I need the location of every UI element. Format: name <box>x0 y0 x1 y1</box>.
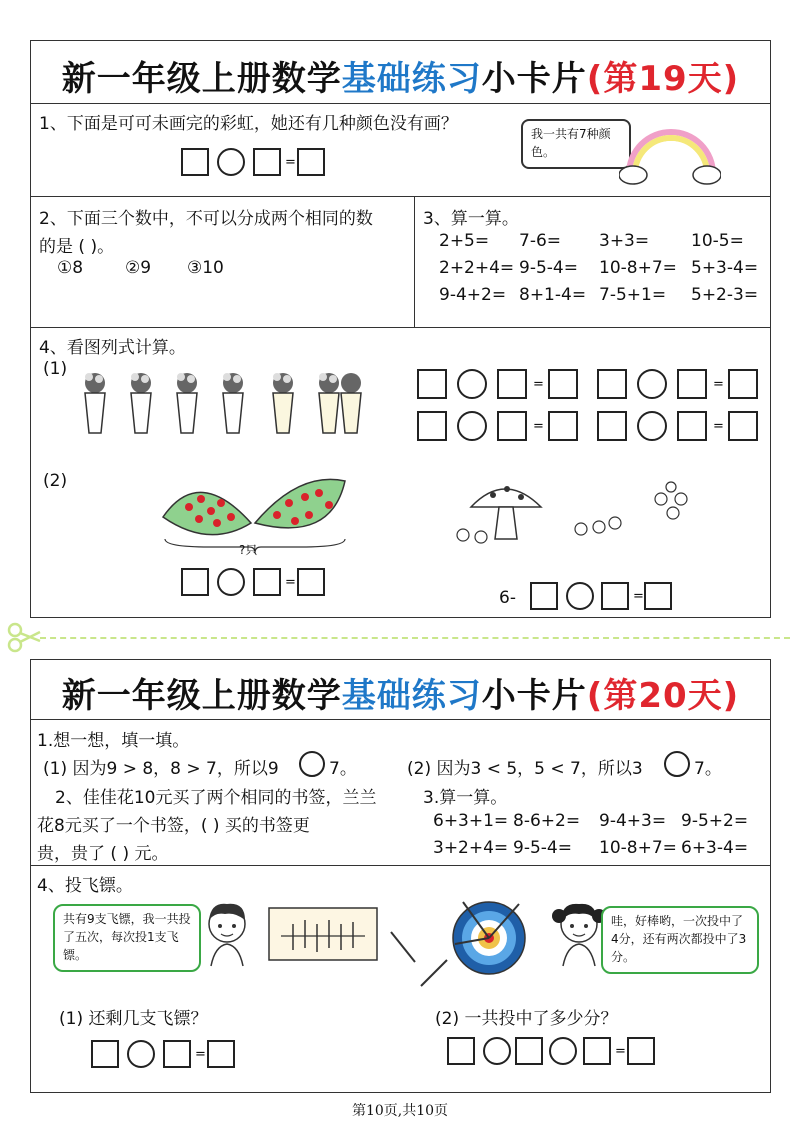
answer-box[interactable] <box>728 369 758 399</box>
answer-box[interactable] <box>91 1040 119 1068</box>
column-divider <box>414 197 415 327</box>
equals-sign: = <box>713 419 724 434</box>
calc-item: 2+2+4= <box>439 258 515 278</box>
calc-item: 8+1-4= <box>519 285 587 305</box>
title-text: 新一年级上册数学 <box>61 676 342 716</box>
equals-sign: = <box>285 155 296 170</box>
operator-circle[interactable] <box>566 582 594 610</box>
title-text: 新一年级上册数学 <box>61 59 342 99</box>
speech-bubble: 我一共有7种颜色。 <box>521 119 631 169</box>
equals-sign: = <box>633 589 644 604</box>
q4-sub2: (2) <box>43 471 68 491</box>
option-2[interactable]: ②9 <box>125 258 152 278</box>
calc-item: 7-5+1= <box>599 285 667 305</box>
compare-circle[interactable] <box>664 751 690 777</box>
answer-box[interactable] <box>597 369 627 399</box>
q1-text: 1、下面是可可未画完的彩虹，她还有几种颜色没有画？ <box>39 114 458 134</box>
rainbow-cloud-icon <box>619 119 721 189</box>
title-highlight: 基础练习 <box>341 676 482 716</box>
answer-box[interactable] <box>207 1040 235 1068</box>
answer-box[interactable] <box>417 369 447 399</box>
answer-box[interactable] <box>497 411 527 441</box>
q1-label: 1.想一想，填一填。 <box>37 731 190 751</box>
boy-avatar-icon <box>201 898 253 968</box>
calc-item: 3+2+4= <box>433 838 509 858</box>
calc-item: 3+3= <box>599 231 650 251</box>
scissors-icon <box>6 620 42 654</box>
q4-label: 4、看图列式计算。 <box>39 338 186 358</box>
q1-part2-end: 7。 <box>694 759 722 779</box>
q4-sub1: (1) <box>43 359 68 379</box>
q4-label: 4、投飞镖。 <box>37 876 133 896</box>
calc-item: 10-8+7= <box>599 838 677 858</box>
option-1[interactable]: ①8 <box>57 258 84 278</box>
dart-icons <box>385 928 455 992</box>
q2-text-line2: 的是 ( )。 <box>39 237 115 257</box>
q2-text-line1: 2、佳佳花10元买了两个相同的书签，兰兰 <box>55 788 377 808</box>
girl-avatar-icon <box>551 896 607 968</box>
equals-sign: = <box>195 1047 206 1062</box>
calc-item: 7-6= <box>519 231 562 251</box>
q2-text-line2: 花8元买了一个书签，( ) 买的书签更 <box>37 816 310 836</box>
answer-box[interactable] <box>677 411 707 441</box>
speech-bubble-right: 哇，好棒哟，一次投中了4分，还有两次都投中了3分。 <box>601 906 759 974</box>
operator-circle[interactable] <box>549 1037 577 1065</box>
answer-box[interactable] <box>728 411 758 441</box>
answer-box[interactable] <box>297 148 325 176</box>
brace-label: ?只 <box>239 543 258 557</box>
compare-circle[interactable] <box>299 751 325 777</box>
calc-item: 5+2-3= <box>691 285 759 305</box>
equals-sign: = <box>533 377 544 392</box>
answer-box[interactable] <box>253 148 281 176</box>
answer-box[interactable] <box>181 568 209 596</box>
card-title <box>31 51 770 100</box>
dart-score-board-icon <box>267 906 381 964</box>
answer-box[interactable] <box>597 411 627 441</box>
option-3[interactable]: ③10 <box>187 258 224 278</box>
operator-circle[interactable] <box>217 148 245 176</box>
divider <box>31 103 770 104</box>
q4-sub1: (1) 还剩几支飞镖？ <box>59 1009 208 1029</box>
answer-box[interactable] <box>677 369 707 399</box>
equals-sign: = <box>615 1044 626 1059</box>
answer-box[interactable] <box>253 568 281 596</box>
answer-box[interactable] <box>548 369 578 399</box>
q1-part1-end: 7。 <box>329 759 357 779</box>
cut-line <box>40 637 790 639</box>
answer-box[interactable] <box>644 582 672 610</box>
q3-label: 3、算一算。 <box>423 209 519 229</box>
page-footer: 第10页,共10页 <box>351 1103 449 1119</box>
answer-box[interactable] <box>417 411 447 441</box>
equals-sign: = <box>285 575 296 590</box>
answer-box[interactable] <box>297 568 325 596</box>
flower-vases-illustration <box>75 371 365 435</box>
answer-box[interactable] <box>530 582 558 610</box>
equals-sign: = <box>533 419 544 434</box>
q4-sub2: (2) 一共投中了多少分？ <box>435 1009 618 1029</box>
title-highlight: 基础练习 <box>341 59 482 99</box>
answer-box[interactable] <box>583 1037 611 1065</box>
calc-item: 10-8+7= <box>599 258 677 278</box>
q2-text-line3: 贵，贵了 ( ) 元。 <box>37 844 169 864</box>
operator-circle[interactable] <box>483 1037 511 1065</box>
calc-item: 6+3-4= <box>681 838 749 858</box>
answer-box[interactable] <box>497 369 527 399</box>
answer-box[interactable] <box>601 582 629 610</box>
answer-box[interactable] <box>163 1040 191 1068</box>
answer-box[interactable] <box>181 148 209 176</box>
speech-bubble-left: 共有9支飞镖，我一共投了五次，每次投1支飞镖。 <box>53 904 201 972</box>
title-text-end: 小卡片 <box>481 676 587 716</box>
vase-icon <box>85 373 105 433</box>
mushroom-snails-illustration <box>441 477 691 547</box>
calc-item: 8-6+2= <box>513 811 581 831</box>
operator-circle[interactable] <box>127 1040 155 1068</box>
calc-item: 6+3+1= <box>433 811 509 831</box>
calc-item: 9-4+3= <box>599 811 667 831</box>
operator-circle[interactable] <box>217 568 245 596</box>
calc-item: 10-5= <box>691 231 744 251</box>
operator-circle[interactable] <box>637 369 667 399</box>
divider <box>31 196 770 197</box>
operator-circle[interactable] <box>637 411 667 441</box>
operator-circle[interactable] <box>457 369 487 399</box>
q1-part2-text: (2) 因为3 < 5，5 < 7，所以3 <box>407 759 643 779</box>
operator-circle[interactable] <box>457 411 487 441</box>
equation-prefix: 6- <box>499 588 516 608</box>
title-day: (第19天) <box>586 59 740 99</box>
card-title <box>31 668 770 717</box>
calc-item: 9-5-4= <box>513 838 572 858</box>
answer-box[interactable] <box>548 411 578 441</box>
q3-label: 3.算一算。 <box>423 788 508 808</box>
equals-sign: = <box>713 377 724 392</box>
divider <box>31 327 770 328</box>
answer-box[interactable] <box>515 1037 543 1065</box>
title-day: (第20天) <box>586 676 740 716</box>
calc-item: 9-5-4= <box>519 258 578 278</box>
divider <box>31 865 770 866</box>
practice-card-day20 <box>30 659 771 1093</box>
q2-text-line1: 2、下面三个数中，不可以分成两个相同的数 <box>39 209 373 229</box>
title-text-end: 小卡片 <box>481 59 587 99</box>
divider <box>31 719 770 720</box>
answer-box[interactable] <box>447 1037 475 1065</box>
calc-item: 2+5= <box>439 231 490 251</box>
q1-part1-text: (1) 因为9 > 8，8 > 7，所以9 <box>43 759 279 779</box>
calc-item: 9-5+2= <box>681 811 749 831</box>
answer-box[interactable] <box>627 1037 655 1065</box>
calc-item: 5+3-4= <box>691 258 759 278</box>
practice-card-day19 <box>30 40 771 618</box>
calc-item: 9-4+2= <box>439 285 507 305</box>
dartboard-icon <box>447 896 531 980</box>
